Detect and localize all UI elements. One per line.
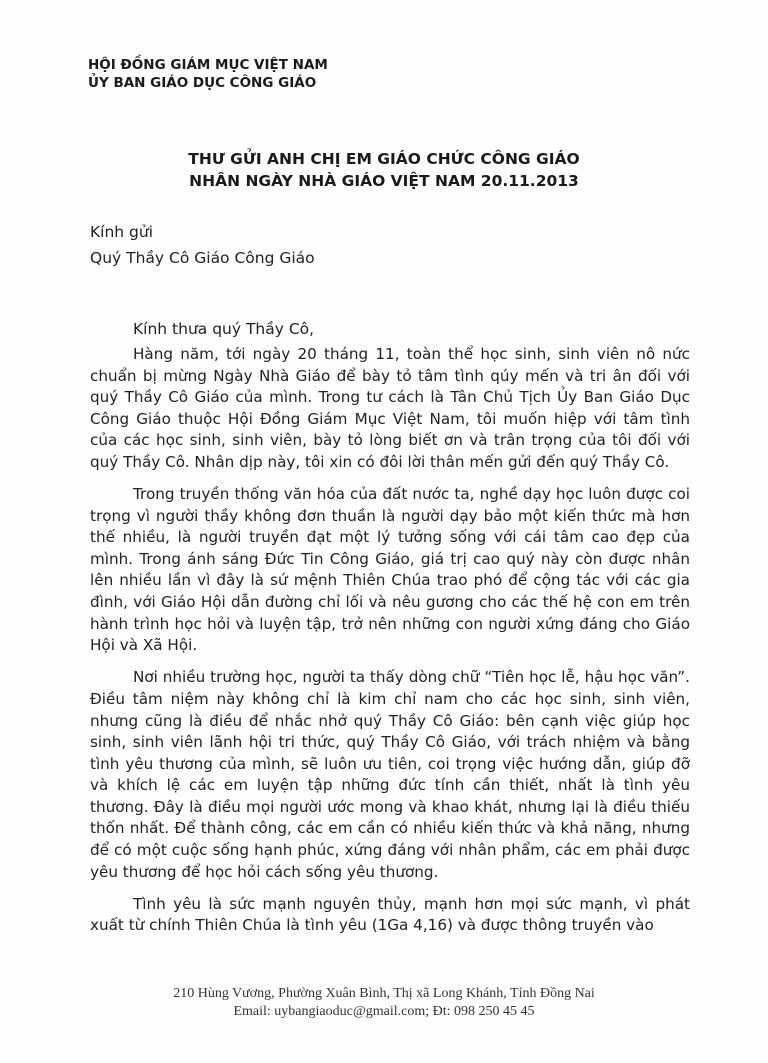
title-line-1: THƯ GỬI ANH CHỊ EM GIÁO CHỨC CÔNG GIÁO: [188, 150, 580, 168]
page-footer: [0, 985, 768, 1021]
letter-body: [90, 344, 690, 947]
recipient-prefix: Kính gửi: [90, 223, 154, 241]
footer-contact: Email: uybangiaoduc@gmail.com; Đt: 098 250 45 45: [233, 1004, 535, 1019]
paragraph-1: Hàng năm, tới ngày 20 tháng 11, toàn thể học sinh, sinh viên nô nức chuẩn bị mừng Ngày Nhà Giáo để bày tỏ tâm tình qúy mến và tri ân đối với quý Thầy Cô Giáo của mình. Trong tư cách là Tân Chủ Tịch Ủy Ban Giáo Dục Công Giáo thuộc Hội Đồng Giám Mục Việt Nam, tôi muốn hiệp với tâm tình của các học sinh, sinh viên, bày tỏ lòng biết ơn và trân trọng của tôi đối với quý Thầy Cô. Nhân dịp này, tôi xin có đôi lời thân mến gửi đến quý Thầy Cô.: [90, 345, 690, 471]
title-line-2: NHÂN NGÀY NHÀ GIÁO VIỆT NAM 20.11.2013: [189, 172, 579, 190]
salutation: Kính thưa quý Thầy Cô,: [133, 320, 315, 338]
letterhead: [88, 56, 328, 92]
footer-address: 210 Hùng Vương, Phường Xuân Bình, Thị xã Long Khánh, Tỉnh Đồng Nai: [173, 986, 595, 1001]
committee-name: ỦY BAN GIÁO DỤC CÔNG GIÁO: [88, 75, 317, 91]
paragraph-2: Trong truyền thống văn hóa của đất nước ta, nghề dạy học luôn được coi trọng vì người thầy không đơn thuần là người dạy bảo một kiến thức mà hơn thế nhiều, là người truyền đạt một lý tưởng sống với cái tâm cao đẹp của mình. Trong ánh sáng Đức Tin Công Giáo, giá trị cao quý này còn được nhân lên nhiều lần vì đây là sứ mệnh Thiên Chúa trao phó để cộng tác với các gia đình, với Giáo Hội dẫn đường chỉ lối và nêu gương cho các thế hệ con em trên hành trình học hỏi và luyện tập, trở nên những con người xứng đáng cho Giáo Hội và Xã Hội.: [90, 485, 690, 655]
paragraph-3: Nơi nhiều trường học, người ta thấy dòng chữ “Tiên học lễ, hậu học văn”. Điều tâm niệm này không chỉ là kim chỉ nam cho các học sinh, sinh viên, nhưng cũng là điều để nhắc nhở quý Thầy Cô Giáo: bên cạnh việc giúp học sinh, sinh viên lãnh hội tri thức, quý Thầy Cô Giáo, với trách nhiệm và bằng tình yêu thương của mình, sẽ luôn ưu tiên, coi trọng việc hướng dẫn, giúp đỡ và khích lệ các em luyện tập những đức tính cần thiết, nhất là tình yêu thương. Đây là điều mọi người ước mong và khao khát, nhưng lại là điều thiếu thốn nhất. Để thành công, các em cần có nhiều kiến thức và khả năng, nhưng để có một cuộc sống hạnh phúc, xứng đáng với nhân phẩm, các em phải được yêu thương để học hỏi cách sống yêu thương.: [90, 668, 690, 881]
letter-title: [0, 148, 768, 192]
organization-name: HỘI ĐỒNG GIÁM MỤC VIỆT NAM: [88, 57, 328, 73]
recipient-block: [90, 219, 315, 271]
paragraph-4: Tình yêu là sức mạnh nguyên thủy, mạnh hơn mọi sức mạnh, vì phát xuất từ chính Thiên Chúa là tình yêu (1Ga 4,16) và được thông truyền vào: [90, 894, 690, 935]
recipient-name: Quý Thầy Cô Giáo Công Giáo: [90, 249, 315, 267]
